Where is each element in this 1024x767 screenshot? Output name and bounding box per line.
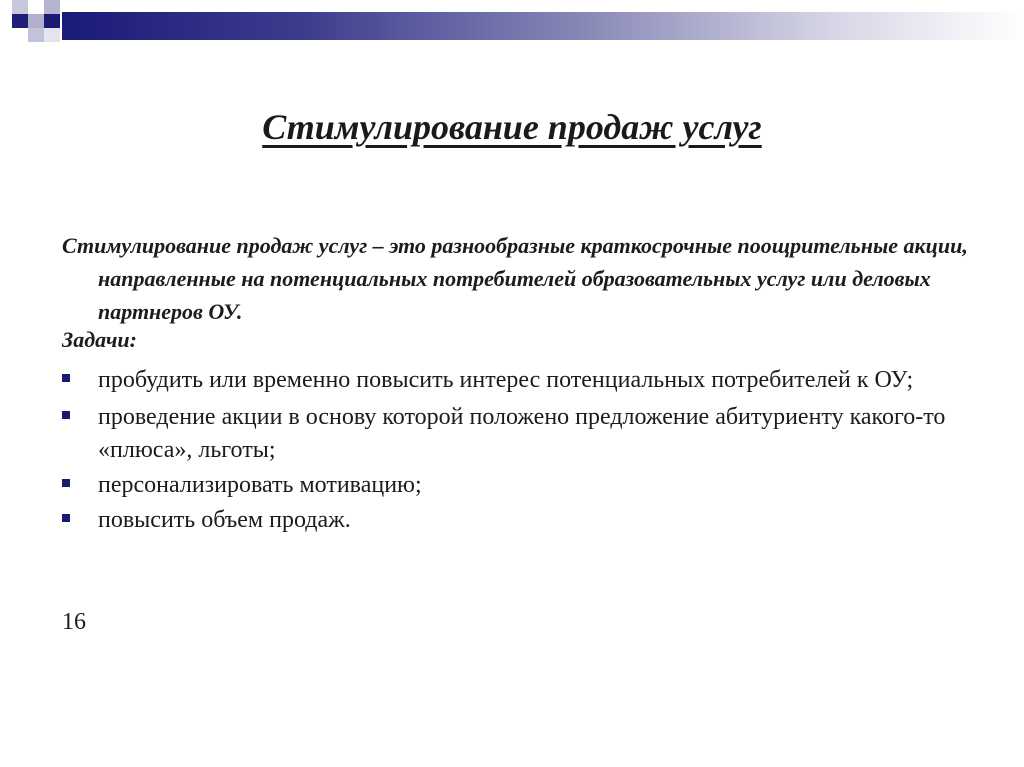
header-gradient-bar (62, 12, 1024, 40)
page-number: 16 (62, 609, 86, 635)
decor-square (44, 14, 60, 28)
task-text: повысить объем продаж. (98, 507, 351, 533)
decor-square (12, 14, 28, 28)
decor-square (28, 0, 44, 14)
decor-square (44, 0, 60, 14)
task-text: пробудить или временно повысить интерес потенциальных потребителей к ОУ; (98, 367, 914, 393)
list-item (62, 401, 962, 467)
square-bullet-icon (62, 479, 70, 487)
list-item (62, 504, 962, 537)
decor-square (12, 0, 28, 14)
square-bullet-icon (62, 374, 70, 382)
decor-square (28, 14, 44, 28)
task-text: проведение акции в основу которой положено предложение абитуриенту какого-то «плюса», льготы; (98, 404, 946, 463)
square-bullet-icon (62, 411, 70, 419)
task-list (62, 364, 962, 539)
decor-square (28, 28, 44, 42)
square-bullet-icon (62, 514, 70, 522)
decor-square (12, 28, 28, 42)
tasks-label: Задачи: (62, 327, 137, 352)
definition-text: Стимулирование продаж услуг – это разнообразные краткосрочные поощрительные акции, направленные на потенциальных потребителей образовательных услуг или деловых партнеров ОУ. (62, 233, 968, 324)
list-item (62, 364, 962, 397)
list-item (62, 469, 962, 502)
task-text: персонализировать мотивацию; (98, 472, 422, 498)
slide-title: Стимулирование продаж услуг (262, 107, 762, 147)
decor-square (44, 28, 60, 42)
